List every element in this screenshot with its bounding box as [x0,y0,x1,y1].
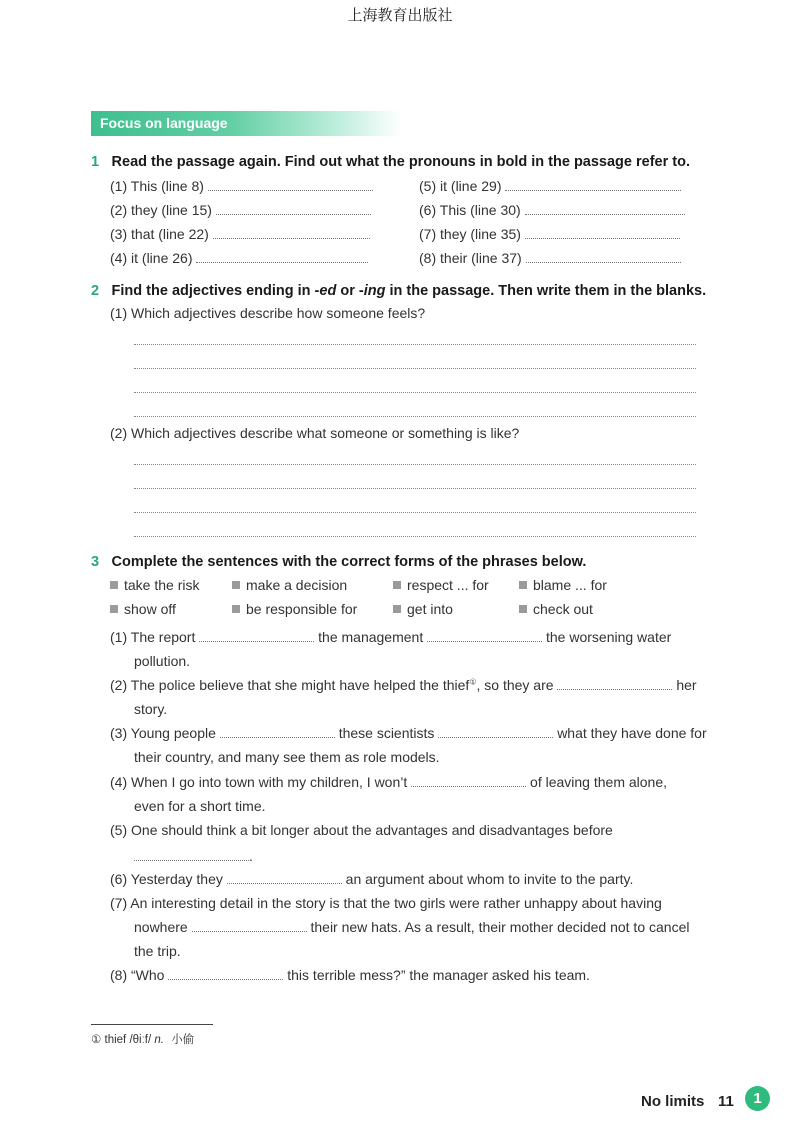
q3-sentence-3-cont: their country, and many see them as role models. [134,749,440,765]
phrase-item: make a decision [232,577,347,593]
q1-item-6: (6) This (line 30) [419,202,685,218]
q1-item-5: (5) it (line 29) [419,178,681,194]
writing-line[interactable] [134,536,696,537]
q3-sentence-5-cont: . [134,848,253,864]
phrase-item: show off [110,601,176,617]
answer-blank[interactable] [216,202,371,215]
bullet-square-icon [519,605,527,613]
answer-blank[interactable] [134,848,249,861]
footnote: ① thief /θiːf/ n. 小偷 [91,1034,195,1046]
q2-sub-2: (2) Which adjectives describe what someone or something is like? [110,425,520,441]
q3-number: 3 [91,554,100,570]
answer-blank[interactable] [526,250,681,263]
q1-item-3: (3) that (line 22) [110,226,370,242]
q1-item-7: (7) they (line 35) [419,226,680,242]
footnote-divider [91,1024,213,1025]
writing-line[interactable] [134,344,696,345]
answer-blank[interactable] [525,226,680,239]
q3-instruction: Complete the sentences with the correct forms of the phrases below. [111,554,587,570]
q1-heading [91,153,690,171]
answer-blank[interactable] [557,677,672,690]
q2-number: 2 [91,283,100,299]
q2-sub-1: (1) Which adjectives describe how someone feels? [110,305,426,321]
bullet-square-icon [232,605,240,613]
q1-item-2: (2) they (line 15) [110,202,371,218]
bullet-square-icon [393,605,401,613]
phrase-item: be responsible for [232,601,357,617]
bullet-square-icon [110,581,118,589]
footnote-marker: ① [469,677,477,687]
section-banner [91,111,401,136]
q1-item-8: (8) their (line 37) [419,250,681,266]
answer-blank[interactable] [438,725,553,738]
q3-sentence-8: (8) “Who this terrible mess?” the manager asked his team. [110,967,590,983]
answer-blank[interactable] [220,725,335,738]
answer-blank[interactable] [168,967,283,980]
q3-sentence-4: (4) When I go into town with my children, I won’t of leaving them alone, [110,774,668,790]
writing-line[interactable] [134,464,696,465]
q3-sentence-1: (1) The report the management the worsening water [110,629,672,645]
unit-badge: 1 [745,1086,770,1111]
q3-sentence-7: (7) An interesting detail in the story is that the two girls were rather unhappy about having [110,895,662,911]
q1-item-1: (1) This (line 8) [110,178,373,194]
phrase-item: get into [393,601,453,617]
q3-heading [91,553,586,571]
answer-blank[interactable] [227,871,342,884]
writing-line[interactable] [134,392,696,393]
answer-blank[interactable] [505,178,681,191]
bullet-square-icon [393,581,401,589]
q3-sentence-2-cont: story. [134,701,168,717]
writing-line[interactable] [134,512,696,513]
q3-sentence-1-cont: pollution. [134,653,191,669]
q3-sentence-6: (6) Yesterday they an argument about whom to invite to the party. [110,871,634,887]
answer-blank[interactable] [208,178,373,191]
phrase-item: check out [519,601,593,617]
footer-unit-title: No limits [641,1093,705,1110]
answer-blank[interactable] [199,629,314,642]
answer-blank[interactable] [196,250,368,263]
section-title: Focus on language [100,115,228,131]
bullet-square-icon [519,581,527,589]
bullet-square-icon [232,581,240,589]
phrase-item: blame ... for [519,577,607,593]
writing-line[interactable] [134,488,696,489]
q2-heading [91,282,706,300]
publisher-header: 上海教育出版社 [347,6,453,24]
q3-sentence-4-cont: even for a short time. [134,798,266,814]
page-number: 11 [718,1093,734,1110]
bullet-square-icon [110,605,118,613]
q3-sentence-3: (3) Young people these scientists what they have done for [110,725,707,741]
phrase-item: take the risk [110,577,199,593]
answer-blank[interactable] [213,226,370,239]
q3-sentence-7-cont: nowhere their new hats. As a result, their mother decided not to cancel [134,919,690,935]
q1-instruction: Read the passage again. Find out what the pronouns in bold in the passage refer to. [111,154,690,170]
q2-instruction: Find the adjectives ending in -ed or -ing in the passage. Then write them in the blanks. [111,283,707,299]
writing-line[interactable] [134,368,696,369]
writing-line[interactable] [134,416,696,417]
answer-blank[interactable] [411,774,526,787]
q1-number: 1 [91,154,100,170]
answer-blank[interactable] [427,629,542,642]
q1-item-4: (4) it (line 26) [110,250,368,266]
q3-sentence-5: (5) One should think a bit longer about the advantages and disadvantages before [110,822,613,838]
q3-sentence-2: (2) The police believe that she might have helped the thief①, so they are her [110,677,697,693]
phrase-item: respect ... for [393,577,489,593]
answer-blank[interactable] [192,919,307,932]
answer-blank[interactable] [525,202,685,215]
q3-sentence-7-end: the trip. [134,943,181,959]
